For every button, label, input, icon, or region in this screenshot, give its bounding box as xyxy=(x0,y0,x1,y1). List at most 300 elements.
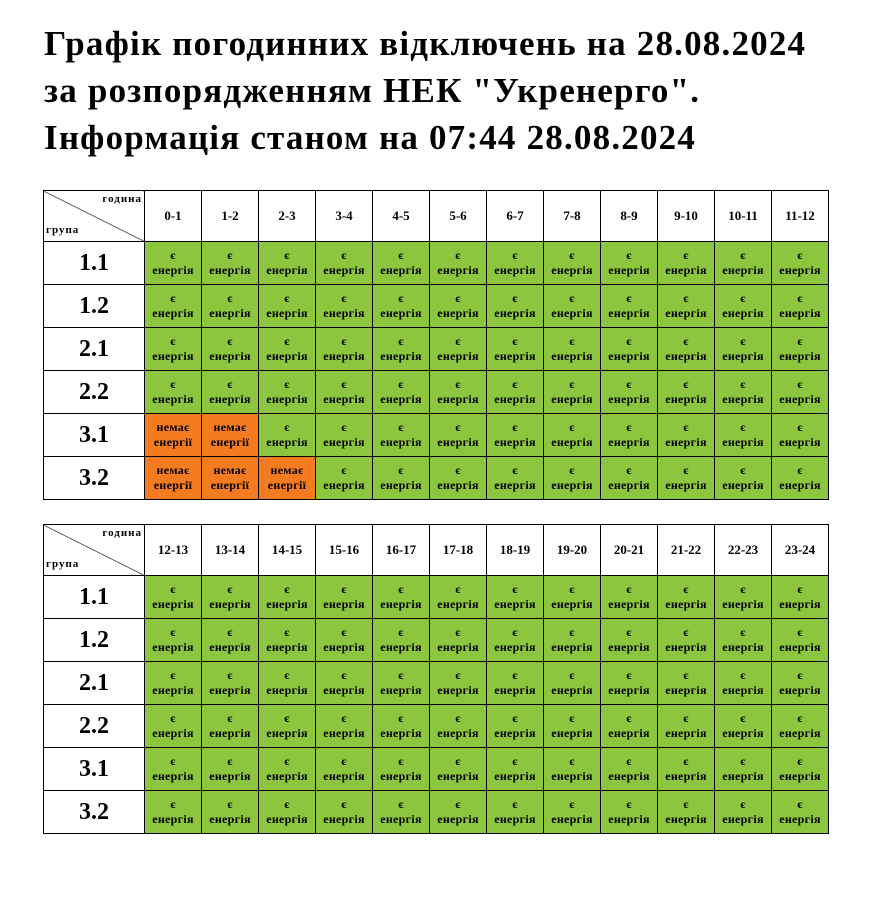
hour-header-15-16: 15-16 xyxy=(316,525,373,576)
power-on-cell xyxy=(658,371,715,414)
hour-header-21-22: 21-22 xyxy=(658,525,715,576)
status-line-1: є xyxy=(341,582,347,596)
status-line-2: енергія xyxy=(437,306,479,320)
power-on-cell xyxy=(145,748,202,791)
power-on-cell xyxy=(202,576,259,619)
status-line-2: енергія xyxy=(551,306,593,320)
group-label: 3.2 xyxy=(44,457,145,500)
power-on-cell xyxy=(430,576,487,619)
status-line-1: є xyxy=(455,797,461,811)
status-line-2: енергія xyxy=(209,812,251,826)
group-label: 3.1 xyxy=(44,748,145,791)
status-line-2: енергія xyxy=(779,478,821,492)
power-on-cell xyxy=(373,414,430,457)
power-on-cell xyxy=(772,662,829,705)
power-on-cell xyxy=(430,285,487,328)
status-line-1: є xyxy=(740,754,746,768)
power-off-cell xyxy=(259,457,316,500)
status-line-2: енергія xyxy=(437,683,479,697)
hour-header-22-23: 22-23 xyxy=(715,525,772,576)
status-line-1: є xyxy=(170,754,176,768)
status-line-2: енергія xyxy=(437,726,479,740)
power-on-cell xyxy=(601,285,658,328)
status-line-1: є xyxy=(341,420,347,434)
status-line-1: є xyxy=(797,582,803,596)
power-on-cell xyxy=(259,328,316,371)
status-line-1: є xyxy=(797,420,803,434)
power-on-cell xyxy=(715,748,772,791)
power-on-cell xyxy=(487,662,544,705)
power-on-cell xyxy=(658,328,715,371)
status-line-1: є xyxy=(341,291,347,305)
status-line-1: є xyxy=(626,248,632,262)
status-line-2: енергія xyxy=(779,683,821,697)
status-line-1: є xyxy=(284,754,290,768)
status-line-1: є xyxy=(512,377,518,391)
status-line-2: енергія xyxy=(608,640,650,654)
hour-axis-label: година xyxy=(102,193,142,205)
group-row-3.2 xyxy=(44,791,829,834)
status-line-2: енергія xyxy=(608,392,650,406)
power-on-cell xyxy=(373,748,430,791)
status-line-2: енергія xyxy=(380,726,422,740)
status-line-1: є xyxy=(455,377,461,391)
status-line-1: є xyxy=(626,797,632,811)
hour-axis-label: година xyxy=(102,527,142,539)
status-line-1: є xyxy=(284,711,290,725)
status-line-1: є xyxy=(398,334,404,348)
status-line-1: є xyxy=(740,582,746,596)
power-on-cell xyxy=(544,791,601,834)
status-line-1: є xyxy=(398,625,404,639)
hour-header-0-1: 0-1 xyxy=(145,191,202,242)
status-line-1: є xyxy=(797,463,803,477)
power-on-cell xyxy=(772,791,829,834)
status-line-1: є xyxy=(341,377,347,391)
status-line-1: є xyxy=(284,582,290,596)
status-line-1: є xyxy=(170,334,176,348)
status-line-2: енергія xyxy=(551,812,593,826)
power-on-cell xyxy=(601,242,658,285)
status-line-2: енергія xyxy=(551,683,593,697)
power-on-cell xyxy=(658,662,715,705)
status-line-1: є xyxy=(227,668,233,682)
group-row-2.2 xyxy=(44,371,829,414)
group-row-2.1 xyxy=(44,328,829,371)
power-off-cell xyxy=(202,457,259,500)
power-on-cell xyxy=(772,414,829,457)
status-line-2: енергія xyxy=(323,640,365,654)
power-on-cell xyxy=(544,328,601,371)
power-on-cell xyxy=(544,748,601,791)
status-line-1: є xyxy=(284,668,290,682)
status-line-1: є xyxy=(740,291,746,305)
status-line-1: є xyxy=(569,463,575,477)
status-line-1: є xyxy=(455,582,461,596)
group-row-3.1 xyxy=(44,748,829,791)
status-line-2: енергії xyxy=(153,435,193,449)
status-line-1: є xyxy=(626,582,632,596)
power-on-cell xyxy=(259,242,316,285)
status-line-1: немає xyxy=(270,463,304,477)
power-on-cell xyxy=(202,662,259,705)
power-on-cell xyxy=(772,242,829,285)
status-line-2: енергія xyxy=(494,349,536,363)
group-label: 2.1 xyxy=(44,328,145,371)
power-on-cell xyxy=(145,576,202,619)
status-line-1: є xyxy=(398,754,404,768)
power-on-cell xyxy=(316,285,373,328)
group-row-3.1 xyxy=(44,414,829,457)
status-line-1: немає xyxy=(156,420,190,434)
status-line-1: є xyxy=(341,797,347,811)
status-line-2: енергія xyxy=(608,263,650,277)
status-line-1: є xyxy=(455,668,461,682)
status-line-2: енергія xyxy=(779,812,821,826)
status-line-2: енергія xyxy=(266,306,308,320)
status-line-2: енергія xyxy=(551,769,593,783)
status-line-2: енергія xyxy=(722,435,764,449)
power-on-cell xyxy=(715,285,772,328)
status-line-1: є xyxy=(569,248,575,262)
power-on-cell xyxy=(487,285,544,328)
power-on-cell xyxy=(316,576,373,619)
power-on-cell xyxy=(259,791,316,834)
status-line-2: енергія xyxy=(266,726,308,740)
group-row-1.2 xyxy=(44,285,829,328)
status-line-1: є xyxy=(284,797,290,811)
status-line-1: є xyxy=(170,582,176,596)
status-line-1: є xyxy=(626,754,632,768)
status-line-1: немає xyxy=(213,420,247,434)
status-line-2: енергії xyxy=(210,478,250,492)
status-line-1: є xyxy=(626,668,632,682)
status-line-2: енергія xyxy=(323,349,365,363)
status-line-2: енергія xyxy=(266,683,308,697)
status-line-1: є xyxy=(683,797,689,811)
status-line-2: енергія xyxy=(209,349,251,363)
status-line-1: є xyxy=(227,797,233,811)
power-on-cell xyxy=(430,242,487,285)
power-on-cell xyxy=(316,662,373,705)
status-line-2: енергія xyxy=(380,640,422,654)
status-line-1: є xyxy=(284,377,290,391)
status-line-2: енергія xyxy=(323,435,365,449)
status-line-1: є xyxy=(626,334,632,348)
power-on-cell xyxy=(487,371,544,414)
power-on-cell xyxy=(202,371,259,414)
power-on-cell xyxy=(715,576,772,619)
status-line-1: є xyxy=(797,797,803,811)
status-line-1: є xyxy=(170,625,176,639)
power-on-cell xyxy=(145,371,202,414)
status-line-2: енергія xyxy=(608,597,650,611)
status-line-2: енергія xyxy=(380,349,422,363)
status-line-2: енергія xyxy=(266,769,308,783)
status-line-2: енергія xyxy=(437,769,479,783)
title-line-2: за розпорядженням НЕК "Укренерго". xyxy=(44,71,701,110)
status-line-2: енергія xyxy=(779,306,821,320)
group-axis-label: група xyxy=(46,558,80,570)
status-line-1: є xyxy=(569,334,575,348)
status-line-1: є xyxy=(455,625,461,639)
status-line-2: енергія xyxy=(437,478,479,492)
status-line-1: є xyxy=(740,248,746,262)
status-line-2: енергії xyxy=(210,435,250,449)
status-line-1: є xyxy=(797,625,803,639)
status-line-2: енергія xyxy=(722,683,764,697)
power-on-cell xyxy=(145,328,202,371)
status-line-1: є xyxy=(569,797,575,811)
status-line-1: є xyxy=(455,291,461,305)
status-line-2: енергія xyxy=(722,726,764,740)
status-line-2: енергія xyxy=(608,683,650,697)
power-on-cell xyxy=(715,328,772,371)
status-line-2: енергія xyxy=(152,597,194,611)
status-line-1: є xyxy=(227,711,233,725)
power-on-cell xyxy=(430,414,487,457)
status-line-1: є xyxy=(341,668,347,682)
group-axis-label: група xyxy=(46,224,80,236)
status-line-1: є xyxy=(227,248,233,262)
status-line-1: є xyxy=(569,291,575,305)
group-row-2.2 xyxy=(44,705,829,748)
status-line-1: є xyxy=(170,291,176,305)
status-line-1: є xyxy=(398,463,404,477)
status-line-1: є xyxy=(569,582,575,596)
status-line-1: є xyxy=(398,797,404,811)
status-line-2: енергія xyxy=(779,435,821,449)
status-line-2: енергії xyxy=(267,478,307,492)
status-line-2: енергія xyxy=(209,726,251,740)
status-line-2: енергія xyxy=(209,392,251,406)
corner-header-cell xyxy=(44,525,145,576)
group-label: 1.1 xyxy=(44,576,145,619)
power-on-cell xyxy=(544,457,601,500)
status-line-1: є xyxy=(683,420,689,434)
schedule-table-hours-12-24 xyxy=(43,524,829,834)
status-line-1: є xyxy=(626,625,632,639)
status-line-2: енергія xyxy=(551,726,593,740)
status-line-1: є xyxy=(626,463,632,477)
power-off-cell xyxy=(202,414,259,457)
power-off-cell xyxy=(145,457,202,500)
hour-header-2-3: 2-3 xyxy=(259,191,316,242)
status-line-2: енергія xyxy=(209,640,251,654)
status-line-1: є xyxy=(227,334,233,348)
status-line-1: є xyxy=(569,754,575,768)
status-line-1: є xyxy=(512,582,518,596)
power-on-cell xyxy=(658,576,715,619)
status-line-1: є xyxy=(398,420,404,434)
status-line-2: енергія xyxy=(323,812,365,826)
status-line-2: енергія xyxy=(380,597,422,611)
status-line-1: є xyxy=(740,377,746,391)
hour-header-20-21: 20-21 xyxy=(601,525,658,576)
hour-header-23-24: 23-24 xyxy=(772,525,829,576)
status-line-1: є xyxy=(170,668,176,682)
power-on-cell xyxy=(316,457,373,500)
status-line-1: є xyxy=(797,377,803,391)
power-on-cell xyxy=(373,371,430,414)
status-line-2: енергія xyxy=(779,726,821,740)
status-line-1: є xyxy=(569,377,575,391)
status-line-2: енергія xyxy=(437,263,479,277)
status-line-1: є xyxy=(512,668,518,682)
power-on-cell xyxy=(430,705,487,748)
status-line-1: є xyxy=(455,711,461,725)
power-off-cell xyxy=(145,414,202,457)
group-label: 1.2 xyxy=(44,285,145,328)
status-line-2: енергія xyxy=(152,726,194,740)
power-on-cell xyxy=(487,457,544,500)
status-line-1: є xyxy=(512,797,518,811)
status-line-2: енергія xyxy=(209,263,251,277)
hour-header-10-11: 10-11 xyxy=(715,191,772,242)
status-line-1: є xyxy=(227,625,233,639)
status-line-2: енергія xyxy=(494,769,536,783)
status-line-1: є xyxy=(683,711,689,725)
status-line-1: є xyxy=(341,334,347,348)
power-on-cell xyxy=(145,791,202,834)
status-line-1: є xyxy=(740,420,746,434)
status-line-1: є xyxy=(398,711,404,725)
power-on-cell xyxy=(202,619,259,662)
status-line-1: є xyxy=(569,625,575,639)
status-line-2: енергія xyxy=(551,349,593,363)
power-on-cell xyxy=(430,791,487,834)
hour-header-19-20: 19-20 xyxy=(544,525,601,576)
power-on-cell xyxy=(601,619,658,662)
status-line-2: енергія xyxy=(494,478,536,492)
power-on-cell xyxy=(202,705,259,748)
status-line-2: енергія xyxy=(665,769,707,783)
status-line-2: енергія xyxy=(551,597,593,611)
status-line-1: є xyxy=(455,420,461,434)
status-line-2: енергія xyxy=(722,597,764,611)
status-line-2: енергія xyxy=(551,640,593,654)
group-label: 2.2 xyxy=(44,705,145,748)
status-line-2: енергія xyxy=(779,392,821,406)
status-line-2: енергія xyxy=(665,306,707,320)
status-line-2: енергії xyxy=(153,478,193,492)
status-line-2: енергія xyxy=(779,640,821,654)
status-line-1: є xyxy=(569,420,575,434)
power-on-cell xyxy=(202,242,259,285)
page-title xyxy=(44,20,874,161)
status-line-2: енергія xyxy=(323,683,365,697)
hour-header-13-14: 13-14 xyxy=(202,525,259,576)
status-line-2: енергія xyxy=(437,597,479,611)
power-on-cell xyxy=(715,791,772,834)
power-on-cell xyxy=(259,285,316,328)
status-line-2: енергія xyxy=(551,435,593,449)
group-row-1.2 xyxy=(44,619,829,662)
status-line-1: є xyxy=(512,291,518,305)
status-line-2: енергія xyxy=(266,263,308,277)
power-on-cell xyxy=(772,705,829,748)
status-line-2: енергія xyxy=(209,769,251,783)
power-on-cell xyxy=(772,619,829,662)
power-on-cell xyxy=(772,371,829,414)
power-on-cell xyxy=(430,619,487,662)
corner-header-cell xyxy=(44,191,145,242)
status-line-1: є xyxy=(683,291,689,305)
power-on-cell xyxy=(487,576,544,619)
power-on-cell xyxy=(430,662,487,705)
status-line-2: енергія xyxy=(152,683,194,697)
power-on-cell xyxy=(772,285,829,328)
status-line-1: є xyxy=(797,291,803,305)
status-line-2: енергія xyxy=(665,478,707,492)
power-on-cell xyxy=(487,242,544,285)
power-on-cell xyxy=(373,791,430,834)
power-on-cell xyxy=(772,748,829,791)
status-line-2: енергія xyxy=(323,306,365,320)
status-line-1: є xyxy=(455,334,461,348)
power-on-cell xyxy=(202,328,259,371)
status-line-1: є xyxy=(512,711,518,725)
hour-header-7-8: 7-8 xyxy=(544,191,601,242)
power-on-cell xyxy=(373,457,430,500)
status-line-2: енергія xyxy=(665,597,707,611)
status-line-1: є xyxy=(227,582,233,596)
hour-header-18-19: 18-19 xyxy=(487,525,544,576)
power-on-cell xyxy=(658,414,715,457)
status-line-2: енергія xyxy=(380,306,422,320)
status-line-2: енергія xyxy=(323,392,365,406)
status-line-1: є xyxy=(569,668,575,682)
power-on-cell xyxy=(715,457,772,500)
status-line-2: енергія xyxy=(551,263,593,277)
status-line-1: є xyxy=(398,248,404,262)
status-line-1: є xyxy=(626,291,632,305)
status-line-2: енергія xyxy=(665,349,707,363)
hour-header-16-17: 16-17 xyxy=(373,525,430,576)
status-line-2: енергія xyxy=(494,263,536,277)
power-on-cell xyxy=(316,242,373,285)
status-line-1: є xyxy=(797,668,803,682)
status-line-1: є xyxy=(455,463,461,477)
power-on-cell xyxy=(487,414,544,457)
power-on-cell xyxy=(544,285,601,328)
power-on-cell xyxy=(259,576,316,619)
status-line-2: енергія xyxy=(323,769,365,783)
power-on-cell xyxy=(316,748,373,791)
status-line-2: енергія xyxy=(152,306,194,320)
status-line-2: енергія xyxy=(608,812,650,826)
hour-header-17-18: 17-18 xyxy=(430,525,487,576)
status-line-2: енергія xyxy=(494,812,536,826)
status-line-1: є xyxy=(569,711,575,725)
status-line-1: є xyxy=(398,668,404,682)
status-line-2: енергія xyxy=(551,392,593,406)
status-line-2: енергія xyxy=(323,597,365,611)
status-line-1: є xyxy=(740,711,746,725)
status-line-2: енергія xyxy=(380,812,422,826)
status-line-1: є xyxy=(683,668,689,682)
power-on-cell xyxy=(316,371,373,414)
status-line-2: енергія xyxy=(722,392,764,406)
status-line-1: є xyxy=(227,377,233,391)
status-line-2: енергія xyxy=(266,812,308,826)
status-line-2: енергія xyxy=(494,597,536,611)
power-on-cell xyxy=(373,619,430,662)
status-line-1: є xyxy=(398,291,404,305)
status-line-2: енергія xyxy=(722,478,764,492)
group-row-3.2 xyxy=(44,457,829,500)
power-on-cell xyxy=(316,705,373,748)
